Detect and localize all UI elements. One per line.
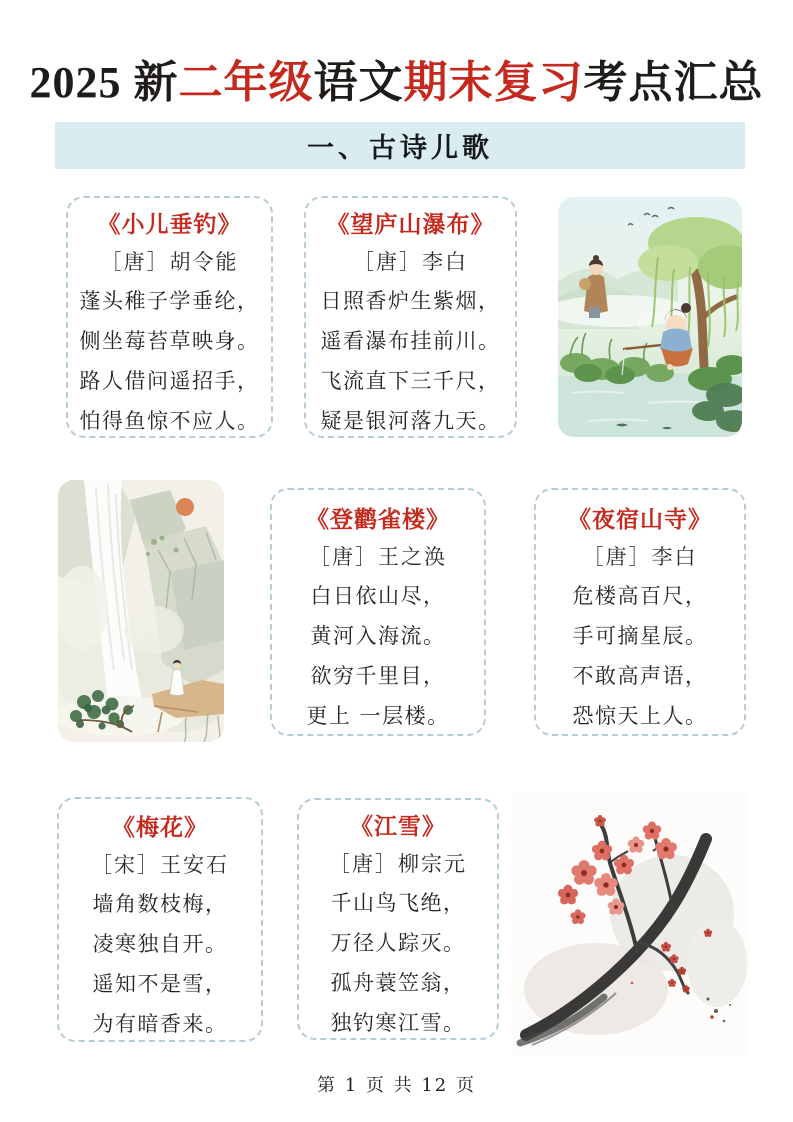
poem-line: 危楼高百尺， xyxy=(572,584,708,608)
poem-card-ye-su-shan-si xyxy=(534,488,746,736)
poem-card-xiao-er-chui-diao xyxy=(66,196,273,438)
section-title: 一、古诗儿歌 xyxy=(307,133,493,163)
title-segment: 期末复习 xyxy=(403,58,584,107)
page-number xyxy=(0,1071,793,1097)
poem-author: ［唐］李白 xyxy=(582,545,698,569)
sun xyxy=(176,498,194,516)
poem-author: ［宋］王安石 xyxy=(91,853,229,877)
poem-title: 《梅花》 xyxy=(112,814,208,841)
poem-line: 万径人踪灭。 xyxy=(330,931,466,955)
poem-line: 黄河入海流。 xyxy=(310,624,446,648)
poem-line: 为有暗香来。 xyxy=(92,1012,228,1036)
poem-author: ［唐］柳宗元 xyxy=(329,852,467,876)
poem-line: 千山鸟飞绝， xyxy=(330,891,466,915)
poem-line: 日照香炉生紫烟， xyxy=(320,289,501,313)
poem-line: 独钓寒江雪。 xyxy=(330,1011,466,1035)
title-segment: 考点汇总 xyxy=(583,58,764,107)
poem-line: 欲穷千里目， xyxy=(310,664,446,688)
page-title xyxy=(0,46,793,110)
poem-line: 蓬头稚子学垂纶， xyxy=(79,289,260,313)
poem-title: 《江雪》 xyxy=(350,813,446,840)
plum-blossom-ink-painting-illustration xyxy=(512,793,750,1055)
poem-line: 遥看瀑布挂前川。 xyxy=(320,329,501,353)
section-header xyxy=(55,122,745,169)
poem-card-deng-guan-que-lou xyxy=(270,488,486,736)
poem-line: 白日依山尽， xyxy=(310,584,446,608)
title-segment: 语文 xyxy=(313,58,404,107)
poem-card-wang-lu-shan-pu-bu xyxy=(304,196,517,438)
poem-title: 《夜宿山寺》 xyxy=(568,506,712,533)
title-segment: 二年级 xyxy=(178,58,314,107)
poem-title: 《登鹳雀楼》 xyxy=(306,506,450,533)
poem-line: 恐惊天上人。 xyxy=(572,704,708,728)
poem-line: 疑是银河落九天。 xyxy=(320,409,501,433)
poem-line: 更上 一层楼。 xyxy=(306,704,450,728)
title-segment: 2025 新 xyxy=(29,58,179,107)
poem-author: ［唐］胡令能 xyxy=(100,250,239,274)
poem-line: 飞流直下三千尺， xyxy=(320,369,501,393)
poem-title: 《望庐山瀑布》 xyxy=(326,211,495,238)
poem-line: 孤舟蓑笠翁， xyxy=(330,971,466,995)
poem-line: 手可摘星辰。 xyxy=(572,624,708,648)
page-indicator: 第 1 页 共 12 页 xyxy=(317,1075,476,1096)
poem-line: 墙角数枝梅， xyxy=(92,892,228,916)
poem-author: ［唐］李白 xyxy=(353,250,468,274)
child-fishing-watercolor-illustration xyxy=(558,197,742,437)
poem-line: 遥知不是雪， xyxy=(92,972,228,996)
poem-line: 侧坐莓苔草映身。 xyxy=(79,329,260,353)
poem-card-jiang-xue xyxy=(297,798,499,1040)
poem-title: 《小儿垂钓》 xyxy=(97,211,242,238)
poem-line: 凌寒独自开。 xyxy=(92,932,228,956)
poem-line: 不敢高声语， xyxy=(572,664,708,688)
poem-line: 路人借问遥招手， xyxy=(79,369,260,393)
waterfall-ink-painting-illustration xyxy=(58,480,224,742)
poem-card-mei-hua xyxy=(57,797,263,1042)
poem-line: 怕得鱼惊不应人。 xyxy=(79,409,260,433)
poem-author: ［唐］王之涣 xyxy=(309,545,447,569)
